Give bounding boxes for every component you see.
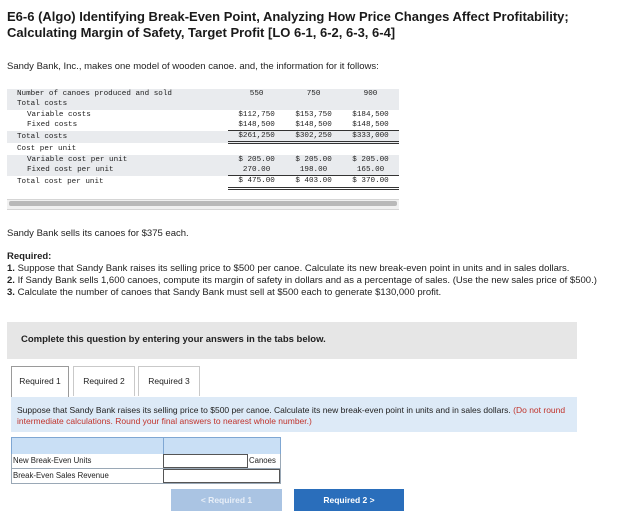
table-row <box>7 99 399 109</box>
cell: 198.00 <box>285 165 342 176</box>
tab-required-2[interactable]: Required 2 <box>73 366 135 396</box>
row-label: Fixed cost per unit <box>7 165 228 176</box>
cell: $153,750 <box>295 110 332 119</box>
tab-required-1[interactable]: Required 1 <box>11 366 69 398</box>
table-row <box>7 155 399 165</box>
cost-data-table <box>7 89 399 199</box>
page-title: E6-6 (Algo) Identifying Break-Even Point, Analyzing How Price Changes Affect Profitability; Calculating Margin of Safety, Target Profit [LO 6-1, 6-2, 6-3, 6-4] <box>7 9 569 40</box>
row-label: Fixed costs <box>27 121 78 130</box>
item-text: Calculate the number of canoes that Sandy Bank must sell at $500 each to generate $130,000 profit. <box>14 287 442 298</box>
table-horizontal-scrollbar[interactable] <box>7 199 399 210</box>
cell: $184,500 <box>352 110 389 119</box>
question-text <box>17 405 569 427</box>
question-main: Suppose that Sandy Bank raises its selling price to $500 per canoe. Calculate its new break-even point in units and in sales dollars. <box>17 405 511 415</box>
table-row <box>7 120 399 131</box>
cell <box>228 99 285 109</box>
cell: $302,250 <box>285 131 342 143</box>
item-text: If Sandy Bank sells 1,600 canoes, compute its margin of safety in dollars and as a percentage of sales. (Use the new sales price of $500.) <box>14 275 597 286</box>
item-number: 2. <box>7 275 15 286</box>
answer-row-revenue <box>11 469 281 484</box>
table-row <box>7 165 399 176</box>
cell: $ 403.00 <box>285 176 342 188</box>
cell: $148,500 <box>228 120 285 131</box>
header-divider <box>163 438 164 454</box>
row-label: Total costs <box>7 131 228 143</box>
scrollbar-thumb[interactable] <box>9 201 397 206</box>
item-text: Suppose that Sandy Bank raises its selling price to $500 per canoe. Calculate its new break-even point in units and in sales dollars. <box>14 263 570 274</box>
next-required-button[interactable]: Required 2 > <box>294 489 404 511</box>
cell: $112,750 <box>238 110 275 119</box>
required-item-3 <box>7 287 632 299</box>
cell <box>228 143 285 155</box>
unit-label: Canoes <box>249 456 276 465</box>
row-label: Cost per unit <box>17 144 77 153</box>
question-panel <box>11 397 577 432</box>
cell: 900 <box>342 89 399 99</box>
cell: $ 475.00 <box>228 176 285 188</box>
instruction-banner <box>7 322 577 359</box>
cell: $ 370.00 <box>342 176 399 188</box>
break-even-revenue-input[interactable] <box>163 469 280 483</box>
cell: $148,500 <box>285 120 342 131</box>
item-number: 1. <box>7 263 15 274</box>
cell: 165.00 <box>342 165 399 176</box>
answer-table-header <box>11 437 281 455</box>
cell: 750 <box>285 89 342 99</box>
table-row <box>7 143 399 155</box>
cell: $ 205.00 <box>342 155 399 165</box>
cell: $148,500 <box>342 120 399 131</box>
table-row <box>7 176 399 188</box>
required-heading: Required: <box>7 251 52 262</box>
required-section <box>7 251 632 299</box>
answer-row-units <box>11 454 281 469</box>
cell <box>342 143 399 155</box>
prev-required-button[interactable]: < Required 1 <box>171 489 282 511</box>
tab-required-3[interactable]: Required 3 <box>138 366 200 396</box>
instruction-text: Complete this question by entering your answers in the tabs below. <box>21 334 326 345</box>
rounding-note: (Do not round intermediate calculations. Round your final answers to nearest whole number.) <box>17 405 566 426</box>
row-label: Variable cost per unit <box>7 155 228 165</box>
answer-label: Break-Even Sales Revenue <box>13 471 109 480</box>
cell <box>342 99 399 109</box>
item-number: 3. <box>7 287 15 298</box>
table-row <box>7 110 399 120</box>
required-item-1 <box>7 263 632 275</box>
cell: $ 205.00 <box>228 155 285 165</box>
cell <box>285 99 342 109</box>
break-even-units-input[interactable] <box>163 454 248 468</box>
row-label: Variable costs <box>27 110 91 119</box>
cell: $333,000 <box>342 131 399 143</box>
table-row <box>7 89 399 99</box>
row-label: Total cost per unit <box>17 177 104 186</box>
cell: 550 <box>228 89 285 99</box>
answer-label: New Break-Even Units <box>13 456 92 465</box>
cell: $ 205.00 <box>285 155 342 165</box>
row-label: Number of canoes produced and sold <box>7 89 228 99</box>
row-label: Total costs <box>7 99 228 109</box>
table-row <box>7 131 399 143</box>
cell: $261,250 <box>228 131 285 143</box>
required-item-2 <box>7 275 632 287</box>
selling-price-text: Sandy Bank sells its canoes for $375 each. <box>7 228 189 239</box>
cell: 270.00 <box>228 165 285 176</box>
intro-text: Sandy Bank, Inc., makes one model of wooden canoe. and, the information for it follows: <box>7 61 379 72</box>
cell <box>285 143 342 155</box>
